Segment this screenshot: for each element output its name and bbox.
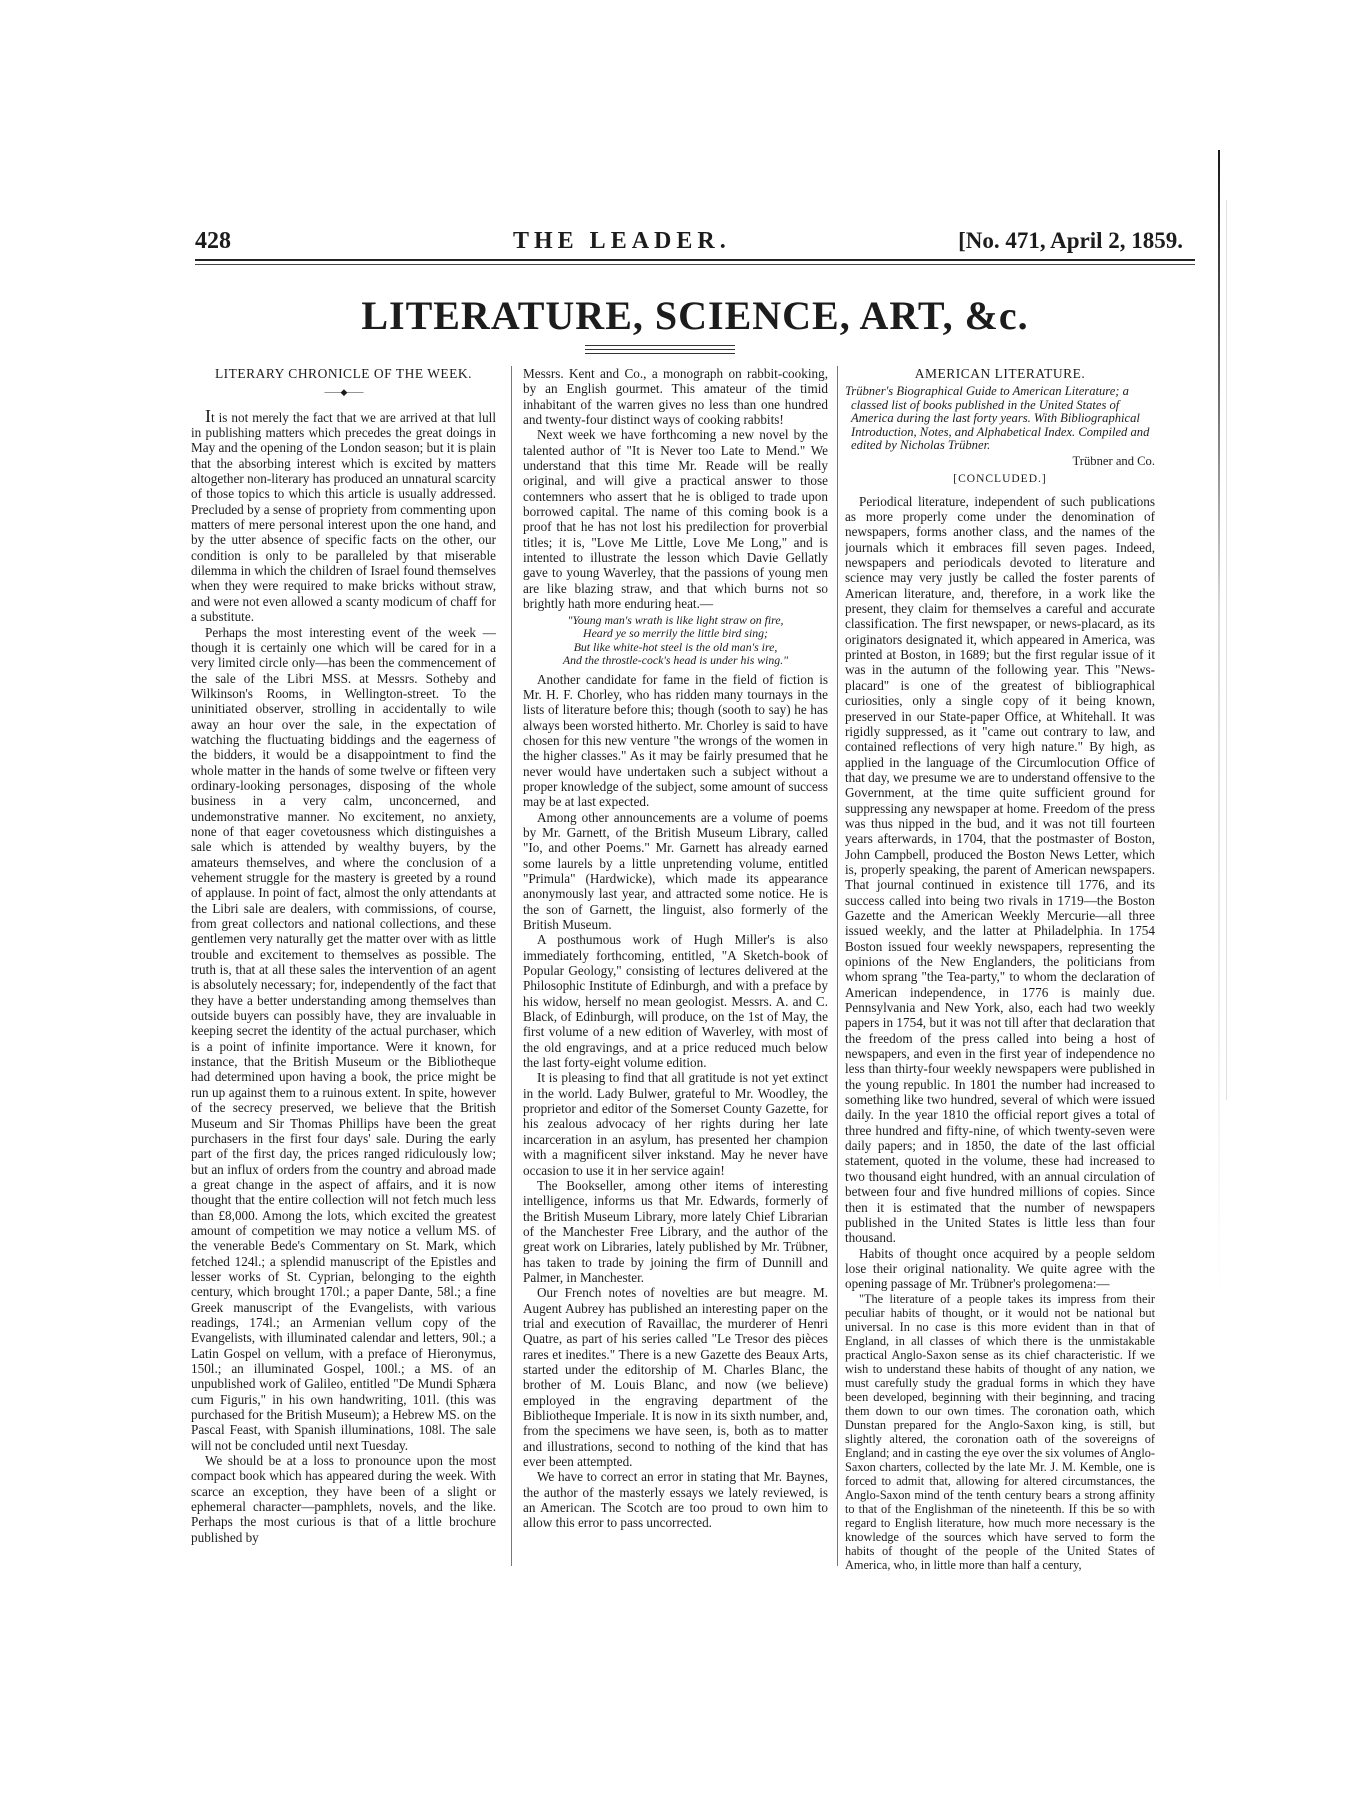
newspaper-title: THE LEADER. — [513, 228, 731, 254]
paragraph: Next week we have forthcoming a new novel by the talented author of "It is Never too Late to Mend." We understand that this time Mr. Reade will be really original, and will give a practical answer to those contemners who assert that he is obliged to trade upon borrowed capital. The name of this coming book is a proof that he has not lost his predilection for proverbial titles; it is, "Love Me Little, Love Me Long," and is intented to illustrate the lesson which Davie Gellatly gave to young Waverley, that the passions of young men are like blazing straw, and that which burns not so brightly hath more enduring heat.— — [523, 427, 828, 612]
header-rule-thin — [195, 264, 1195, 265]
paragraph: The Bookseller, among other items of interesting intelligence, informs us that Mr. Edwards, formerly of the British Museum Library, more lately Chief Librarian of the Manchester Free Library, and the author of the great work on Libraries, lately published by Mr. Trübner, has taken to trade by joining the firm of Dunnill and Palmer, in Manchester. — [523, 1177, 828, 1285]
column-american-literature — [845, 366, 1155, 1606]
verse-line: And the throstle-cock's head is under his wing." — [562, 653, 789, 667]
paragraph: Another candidate for fame in the field of fiction is Mr. H. F. Chorley, who has ridden many tournays in the lists of literature before this; though (sooth to say) he has always been worsted hitherto. Mr. Chorley is said to have chosen for this new venture "the wrongs of the women in the higher classes." As it may be fairly presumed that he never would have undertaken such a subject without a proper knowledge of the subject, some amount of success may be at last expected. — [523, 671, 828, 810]
column-divider — [837, 366, 838, 1566]
header-rule — [195, 259, 1195, 261]
concluded-note: [CONCLUDED.] — [953, 473, 1047, 486]
paragraph: A posthumous work of Hugh Miller's is also immediately forthcoming, entitled, "A Sketch-book of Popular Geology," consisting of lectures delivered at the Philosophic Institute of Edinburgh, and with a preface by his widow, herself no mean geologist. Messrs. A. and C. Black, of Edinburgh, will produce, on the 1st of May, the first volume of a new edition of Waverley, with most of the old engravings, and at a price reduced much below the last forty-eight volume edition. — [523, 932, 828, 1071]
section-rule — [585, 349, 735, 350]
paragraph: Periodical literature, independent of such publications as more properly come under the denomination of newspapers, forms another class, and the names of the journals which it embraces fill seven pages. Indeed, newspapers and periodicals devoted to literature and science may very justly be called the foster parents of American literature, and, therefore, in a work like the present, they claim for themselves a careful and accurate classification. The first newspaper, or news-placard, as its originators designated it, which appeared in America, was printed at Boston, in 1689; but the first regular issue of it was in the autumn of the following year. This "News-placard" is one of the greatest of bibliographical curiosities, only a single copy of it being known, preserved in our State-paper Office, at Whitehall. It was rigidly suppressed, as it "came out contrary to law, and contained reflections of very high nature." By high, as applied in the language of the Circumlocution Office of that day, we presume we are to understand offensive to the Government, at the time quite sufficient ground for suppressing any newspaper at home. Freedom of the press was thus nipped in the bud, and it was not till fourteen years afterwards, in 1704, that the postmaster of Boston, John Campbell, produced the Boston News Letter, which is, properly speaking, the parent of American newspapers. That journal continued in existence till 1776, and its success called into being two rivals in 1719—the Boston Gazette and the American Weekly Mercurie—all three issued weekly, and the latter at Philadelphia. In 1754 Boston issued four weekly newspapers, representing the opinions of the New Englanders, the politicians from whom sprang "the Tea-party," to whom the declaration of American independence, in 1776 is mainly due. Pennsylvania and New York, also, each had two weekly papers in 1754, but it was not till after that declaration that the freedom of the press called into being a host of newspapers, and even in the first year of independence no less than thirty-four weekly newspapers were published in the young republic. In 1801 the number had increased to something like two hundred, several of which were issued daily. In the year 1810 the official report gives a total of three hundred and fifty-nine, of which twenty-seven were daily papers; and in 1850, the date of the last official statement, quoted in the volume, these had increased to two thousand eight hundred, with an annual circulation of between four and five hundred millions of copies. Since then it is estimated that the number of newspapers published in the United States is little less than four thousand. — [845, 493, 1155, 1246]
issue-info: [No. 471, April 2, 1859. — [958, 228, 1183, 253]
paragraph: We have to correct an error in stating that Mr. Baynes, the author of the masterly essays we lately reviewed, is an American. The Scotch are too proud to own him to allow this error to pass uncorrected. — [523, 1469, 828, 1531]
running-head — [195, 228, 1195, 258]
paragraph: It is not merely the fact that we are arrived at that lull in publishing matters which precedes the great doings in May and the opening of the London season; but it is plain that the absorbing interest which is excited by matters altogether non-literary has produced an unnatural scarcity of those topics to which this article is usually addressed. Precluded by a sense of propriety from commenting upon matters of mere personal interest upon the one hand, and by the utter absence of specific facts on the other, our condition is only to be paralleled by that miserable dilemma in which the children of Israel found themselves when they were required to make bricks without straw, and were not even allowed a scanty modicum of chaff for a substitute. — [191, 405, 496, 625]
block-quotation: "The literature of a people takes its impress from their peculiar habits of thought, or it would not be national but universal. In no case is this more evident than in that of England, in all classes of which there is the unmistakable practical Anglo-Saxon sense as its chief characteristic. If we wish to understand these habits of thought of any nation, we must carefully study the gradual forms in which they have been developed, beginning with their beginning, and tracing them down to our own times. The coronation oath, which Dunstan prepared for the Anglo-Saxon king, is still, but slightly altered, the coronation oath of the sovereigns of England; and in casting the eye over the six volumes of Anglo-Saxon charters, collected by the late Mr. J. M. Kemble, one is forced to admit that, allowing for altered circumstances, the Anglo-Saxon mind of the tenth century bears a strong affinity to that of the Englishman of the nineteenth. If this be so with regard to English literature, how much more necessary is the knowledge of the sources which have served to form the habits of thought of the people of the United States of America, who, in little more than half a century, — [845, 1291, 1155, 1572]
page-number: 428 — [195, 228, 231, 254]
column-heading: AMERICAN LITERATURE. — [914, 366, 1086, 381]
verse-line: "Young man's wrath is like light straw on fire, — [567, 612, 784, 627]
verse-line: Heard ye so merrily the little bird sing; — [583, 626, 768, 640]
paragraph: Habits of thought once acquired by a people seldom lose their original nationality. We quite agree with the opening passage of Mr. Trübner's prolegomena:— — [845, 1245, 1155, 1292]
column-literary-chronicle — [191, 366, 496, 1606]
section-title: LITERATURE, SCIENCE, ART, &c. — [361, 293, 1029, 338]
paragraph: Our French notes of novelties are but meagre. M. Augent Aubrey has published an interesting paper on the trial and execution of Ravaillac, the murderer of Henri Quatre, as part of his series called "Le Tresor des pièces rares et inedites." There is a new Gazette des Beaux Arts, started under the editorship of M. Charles Blanc, the brother of M. Louis Blanc, and now (we believe) employed in the engraving department of the Bibliotheque Imperiale. It is now in its sixth number, and, from the specimens we have seen, is, both as to matter and illustrations, second to nothing of the kind that has ever been attempted. — [523, 1285, 828, 1470]
verse-quotation — [523, 614, 828, 668]
paragraph: Messrs. Kent and Co., a monograph on rabbit-cooking, by an English gourmet. This amateur of the timid inhabitant of the warren gives no less than one hundred and twenty-four distinct ways of cooking rabbits! — [523, 366, 828, 428]
paragraph: It is pleasing to find that all gratitude is not yet extinct in the world. Lady Bulwer, grateful to Mr. Woodley, the proprietor and editor of the Somerset County Gazette, for his zealous advocacy of her rights during her late incarceration in an asylum, has presented her champion with a magnificent silver inkstand. May he never have occasion to use it in her service again! — [523, 1070, 828, 1178]
reviewed-book-title: Trübner's Biographical Guide to American Literature; a classed list of books published in the United States of America during the last forty years. With Bibliographical Introduction, Notes, and Alphabetical Index. Compiled and edited by Nicholas Trübner. — [845, 384, 1150, 453]
paragraph: Among other announcements are a volume of poems by Mr. Garnett, of the British Museum Library, called "Io, and other Poems." Mr. Garnett has already earned some laurels by a little unpretending volume, entitled "Primula" (Hardwicke), which made its appearance anonymously last year, and attracted some notice. He is the son of Garnett, the linguist, also formerly of the British Museum. — [523, 809, 828, 932]
column-continued — [523, 366, 828, 1606]
paragraph: Perhaps the most interesting event of the week —though it is certainly one which will be cared for in a very limited circle only—has been the commencement of the sale of the Libri MSS. at Messrs. Sotheby and Wilkinson's Rooms, in Wellington-street. To the uninitiated observer, strolling in accidentally to wile away an hour over the sale, in the expectation of watching the fluctuating biddings and the eagerness of the bidders, it would be a disappointment to find the whole matter in the hands of some twelve or fifteen very ordinary-looking personages, disposing of the whole business in a very calm, unconcerned, and undemonstrative manner. No excitement, no anxiety, none of that eager covetousness which distinguishes a sale which is attended by wealthy buyers, by the amateurs themselves, and where the conclusion of a vehement struggle for the mastery is greeted by a round of applause. In point of fact, almost the only attendants at the Libri sale are dealers, with commissions, of course, from great collectors and national collections, and these gentlemen very naturally get the matter over with as little trouble and excitement to themselves as possible. The truth is, that at all these sales the intervention of an agent is absolutely necessary; for, independently of the fact that they have a better understanding among themselves than outside buyers can possibly have, they are invaluable in keeping secret the identity of the actual purchaser, which is a point of infinite importance. Were it known, for instance, that the British Museum or the Bibliotheque had determined upon having a book, the price might be run up against them to a ruinous extent. In spite, however of the secrecy preserved, we believe that the British Museum and Sir Thomas Phillips have been the great purchasers in the first four days' sale. During the early part of the first day, the prices ranged ridiculously low; but an influx of orders from the country and abroad made a great change in the aspect of affairs, and it is now thought that the entire collection will not fetch much less than £8,000. Among the lots, which excited the greatest amount of competition we may notice a vellum MS. of the venerable Bede's Commentary on St. Mark, which fetched 124l.; a splendid manuscript of the Epistles and lesser works of St. Cyprian, belonging to the eighth century, which brought 170l.; a paper Dante, 58l.; a fine Greek manuscript of the Evangelists, with various readings, 174l.; an Armenian vellum copy of the Evangelists, with illuminated calendar and letters, 90l.; a Latin Gospel on vellum, with a preface of Hieronymus, 150l.; an illuminated Gospel, 100l.; a MS. of an unpublished work of Galileo, entitled "De Mundi Sphæra cum Figuris," in his own handwriting, 101l. (this was purchased for the British Museum); a Hebrew MS. on the Pascal Feast, with Spanish illuminations, 108l. The sale will not be concluded until next Tuesday. — [191, 624, 496, 1453]
column-divider — [511, 366, 512, 1566]
column-heading: LITERARY CHRONICLE OF THE WEEK. — [214, 366, 473, 381]
publisher: Trübner and Co. — [1072, 453, 1155, 468]
margin-mark — [1226, 200, 1227, 1100]
verse-line: But like white-hot steel is the old man's ire, — [573, 639, 778, 654]
ornament-divider: ——◆—— — [324, 387, 363, 398]
paragraph: We should be at a loss to pronounce upon the most compact book which has appeared during the week. With scarce an exception, they have been of a slight or ephemeral character—pamphlets, novels, and the like. Perhaps the most curious is that of a little brochure published by — [191, 1453, 496, 1545]
section-rule — [585, 353, 735, 354]
section-rule — [585, 345, 735, 346]
margin-mark — [1218, 150, 1220, 1300]
